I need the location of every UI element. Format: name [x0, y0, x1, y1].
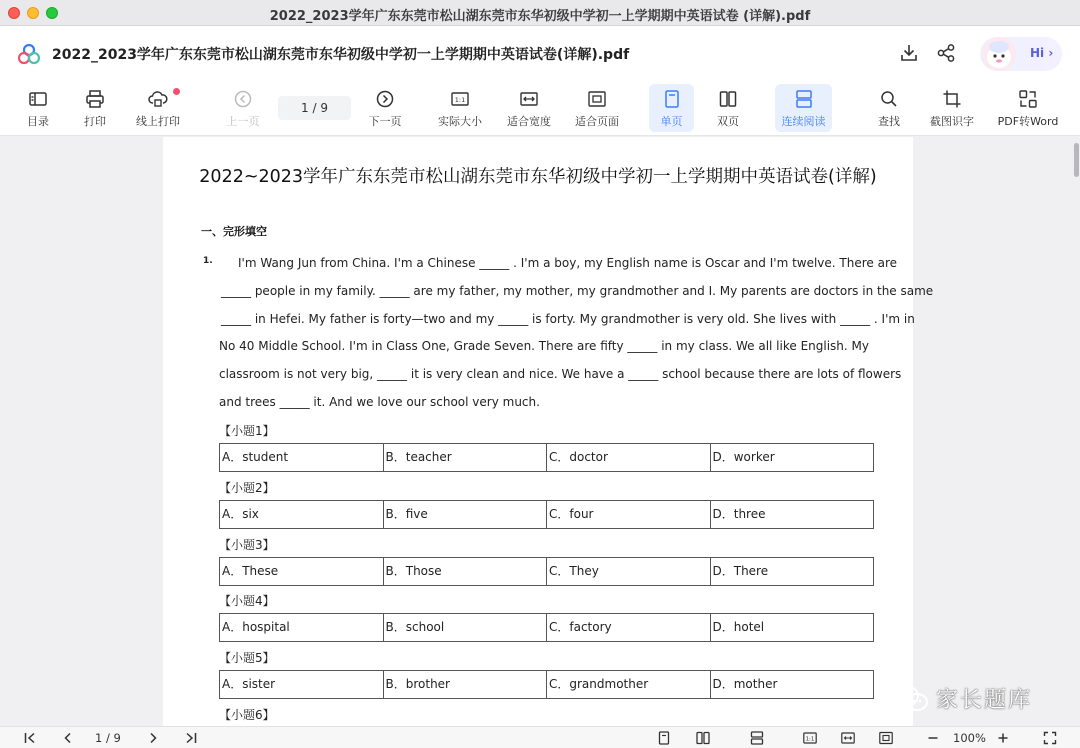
- zoom-out-icon[interactable]: [926, 731, 940, 745]
- screenshot-ocr-button[interactable]: 截图识字: [926, 84, 978, 132]
- vertical-scrollbar[interactable]: [1074, 143, 1079, 177]
- options-table: [219, 443, 874, 472]
- printer-icon: [85, 89, 105, 109]
- svg-text:1:1: 1:1: [454, 96, 466, 104]
- fit-width-button[interactable]: 适合宽度: [503, 84, 555, 132]
- option-cell: B．Those: [384, 558, 548, 585]
- passage-line: classroom is not very big, _____ it is very clean and nice. We have a _____ school because there are lots of flowers: [219, 367, 902, 381]
- app-logo-icon: [18, 43, 40, 65]
- option-cell: B．school: [384, 614, 548, 641]
- document-title: 2022_2023学年广东东莞市松山湖东莞市东华初级中学初一上学期期中英语试卷(详解).pdf: [52, 47, 630, 63]
- option-cell: C．doctor: [547, 444, 711, 471]
- continuous-reading-button[interactable]: 连续阅读: [775, 84, 832, 132]
- prev-page-button[interactable]: 上一页: [223, 84, 263, 132]
- zoom-in-icon[interactable]: [996, 731, 1010, 745]
- options-table: [219, 500, 874, 529]
- option-cell: A．six: [220, 501, 384, 528]
- fit-page-icon[interactable]: [879, 731, 893, 745]
- option-cell: D．three: [712, 507, 766, 521]
- passage-line: I'm Wang Jun from China. I'm a Chinese _____ . I'm a boy, my English name is Oscar and I'm twelve. There are: [238, 256, 898, 270]
- option-cell: C．four: [547, 501, 711, 528]
- window-title: 2022_2023学年广东东莞市松山湖东莞市东华初级中学初一上学期期中英语试卷 (详解).pdf: [269, 9, 811, 24]
- option-cell: C．factory: [547, 614, 711, 641]
- option-cell: B．brother: [384, 671, 548, 698]
- option-cell: A．These: [220, 558, 384, 585]
- subquestion-label: 【小题6】: [219, 708, 275, 722]
- option-cell: D．There: [712, 564, 769, 578]
- subquestion-label: 【小题2】: [219, 481, 275, 495]
- next-page-button[interactable]: 下一页: [365, 84, 405, 132]
- online-print-button[interactable]: 线上打印: [130, 84, 186, 132]
- pdf-to-word-button[interactable]: PDF转Word: [996, 84, 1060, 132]
- option-cell: D．hotel: [712, 620, 765, 634]
- share-icon[interactable]: [936, 43, 956, 63]
- options-table: [219, 557, 874, 586]
- option-cell: D．mother: [712, 677, 778, 691]
- cloud-print-icon: [148, 89, 168, 109]
- single-page-icon: [662, 89, 682, 109]
- assistant-hi-button[interactable]: [980, 37, 1062, 71]
- statusbar: [0, 726, 1080, 748]
- prev-page-icon[interactable]: [61, 731, 75, 745]
- options-table: [219, 670, 874, 699]
- continuous-reading-icon: [794, 89, 814, 109]
- question-number: 1.: [203, 256, 213, 266]
- svg-text:1:1: 1:1: [805, 736, 815, 743]
- print-button[interactable]: 打印: [75, 84, 115, 132]
- assistant-avatar: [982, 37, 1016, 71]
- wechat-icon: [892, 684, 930, 714]
- fit-width-icon: [519, 89, 539, 109]
- window-titlebar: [0, 0, 1080, 26]
- option-cell: B．five: [384, 501, 548, 528]
- assistant-hi-label: Hi ›: [1030, 46, 1054, 60]
- pdf-page: [163, 137, 934, 726]
- fit-page-button[interactable]: 适合页面: [571, 84, 623, 132]
- next-page-icon[interactable]: [146, 731, 160, 745]
- document-viewport[interactable]: [0, 137, 1080, 726]
- crop-icon: [942, 89, 962, 109]
- toc-icon: [28, 89, 48, 109]
- actual-size-icon[interactable]: [803, 731, 817, 745]
- option-cell: D．worker: [712, 450, 775, 464]
- fullscreen-icon[interactable]: [1043, 731, 1057, 745]
- document-header: [0, 26, 1080, 80]
- convert-icon: [1018, 89, 1038, 109]
- actual-size-button[interactable]: 1:1 实际大小: [434, 84, 486, 132]
- option-cell: A．hospital: [220, 614, 384, 641]
- subquestion-label: 【小题4】: [219, 594, 275, 608]
- notification-dot: [173, 88, 180, 95]
- fit-width-icon[interactable]: [841, 731, 855, 745]
- option-cell: C．grandmother: [547, 671, 711, 698]
- double-page-icon[interactable]: [696, 731, 710, 745]
- double-page-button[interactable]: 双页: [708, 84, 748, 132]
- document-heading: 2022~2023学年广东东莞市松山湖东莞市东华初级中学初一上学期期中英语试卷(详解): [199, 167, 877, 187]
- actual-size-icon: [450, 89, 470, 109]
- double-page-icon: [718, 89, 738, 109]
- single-page-icon[interactable]: [657, 731, 671, 745]
- passage-line: _____ in Hefei. My father is forty—two and my _____ is forty. My grandmother is very old. She lives with _____ . I'm in: [221, 312, 915, 326]
- watermark-text: 家长题库: [936, 688, 1033, 713]
- chevron-right-circle-icon: [375, 89, 395, 109]
- last-page-icon[interactable]: [184, 731, 198, 745]
- passage-line: and trees _____ it. And we love our school very much.: [219, 395, 540, 409]
- subquestion-label: 【小题5】: [219, 651, 275, 665]
- option-cell: A．sister: [220, 671, 384, 698]
- single-page-button[interactable]: 单页: [649, 84, 694, 132]
- page-number-field[interactable]: 1 / 9: [278, 96, 351, 120]
- chevron-left-circle-icon: [233, 89, 253, 109]
- passage-line: _____ people in my family. _____ are my father, my mother, my grandmother and I. My parents are doctors in the same: [221, 284, 934, 298]
- watermark: [892, 683, 1032, 714]
- continuous-reading-icon[interactable]: [750, 731, 764, 745]
- section-heading: 一、完形填空: [201, 225, 267, 238]
- search-icon: [879, 89, 899, 109]
- toc-button[interactable]: 目录: [18, 84, 58, 132]
- option-cell: A．student: [220, 444, 384, 471]
- toolbar: [0, 80, 1080, 136]
- first-page-icon[interactable]: [23, 731, 37, 745]
- option-cell: C．They: [547, 558, 711, 585]
- fit-page-icon: [587, 89, 607, 109]
- option-cell: B．teacher: [384, 444, 548, 471]
- status-page-indicator[interactable]: 1 / 9: [95, 731, 121, 745]
- passage-line: No 40 Middle School. I'm in Class One, Grade Seven. There are fifty _____ in my class. We all like English. My: [219, 339, 869, 353]
- subquestion-label: 【小题3】: [219, 538, 275, 552]
- subquestion-label: 【小题1】: [219, 424, 275, 438]
- zoom-level[interactable]: 100%: [953, 731, 986, 745]
- options-table: [219, 613, 874, 642]
- search-button[interactable]: 查找: [869, 84, 909, 132]
- download-icon[interactable]: [899, 43, 919, 63]
